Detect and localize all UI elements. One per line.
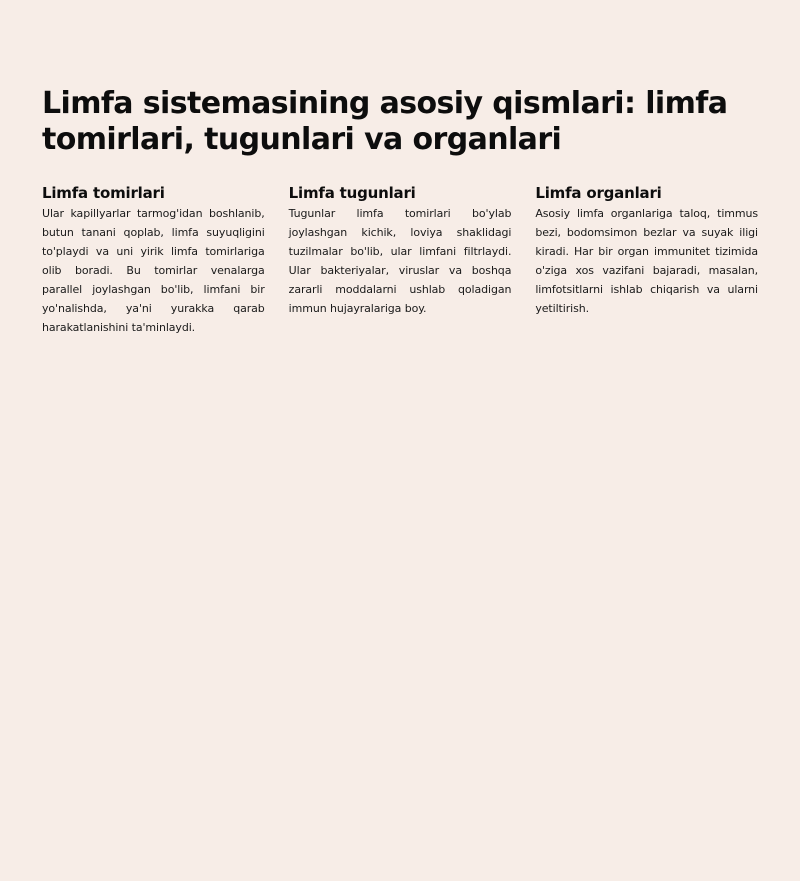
column-lymph-vessels <box>42 183 265 337</box>
document-page <box>42 86 759 334</box>
column-heading: Limfa tomirlari <box>42 184 165 202</box>
page-title: Limfa sistemasining asosiy qismlari: limfa tomirlari, tugunlari va organlari <box>42 86 728 157</box>
column-heading: Limfa organlari <box>535 184 662 202</box>
column-text: Ular kapillyarlar tarmog'idan boshlanib, butun tanani qoplab, limfa suyuqligini to'playdi va uni yirik limfa tomirlariga olib boradi. Bu tomirlar venalarga parallel joylashgan bo'lib, limfani bir yo'nalishda, ya'ni yurakka qarab harakatlanishini ta'minlaydi. <box>42 207 265 334</box>
column-text: Tugunlar limfa tomirlari bo'ylab joylashgan kichik, loviya shaklidagi tuzilmalar bo'lib, ular limfani filtrlaydi. Ular bakteriyalar, viruslar va boshqa zararli moddalarni ushlab qoladigan immun hujayralariga boy. <box>288 207 512 315</box>
column-heading: Limfa tugunlari <box>288 184 416 202</box>
column-lymph-nodes <box>289 183 512 337</box>
columns-container <box>42 183 758 337</box>
column-text: Asosiy limfa organlariga taloq, timmus bezi, bodomsimon bezlar va suyak iligi kiradi. Har bir organ immunitet tizimida o'ziga xos vazifani bajaradi, masalan, limfotsitlarni ishlab chiqarish va ularni yetiltirish. <box>535 207 759 315</box>
column-lymph-organs <box>535 183 758 337</box>
